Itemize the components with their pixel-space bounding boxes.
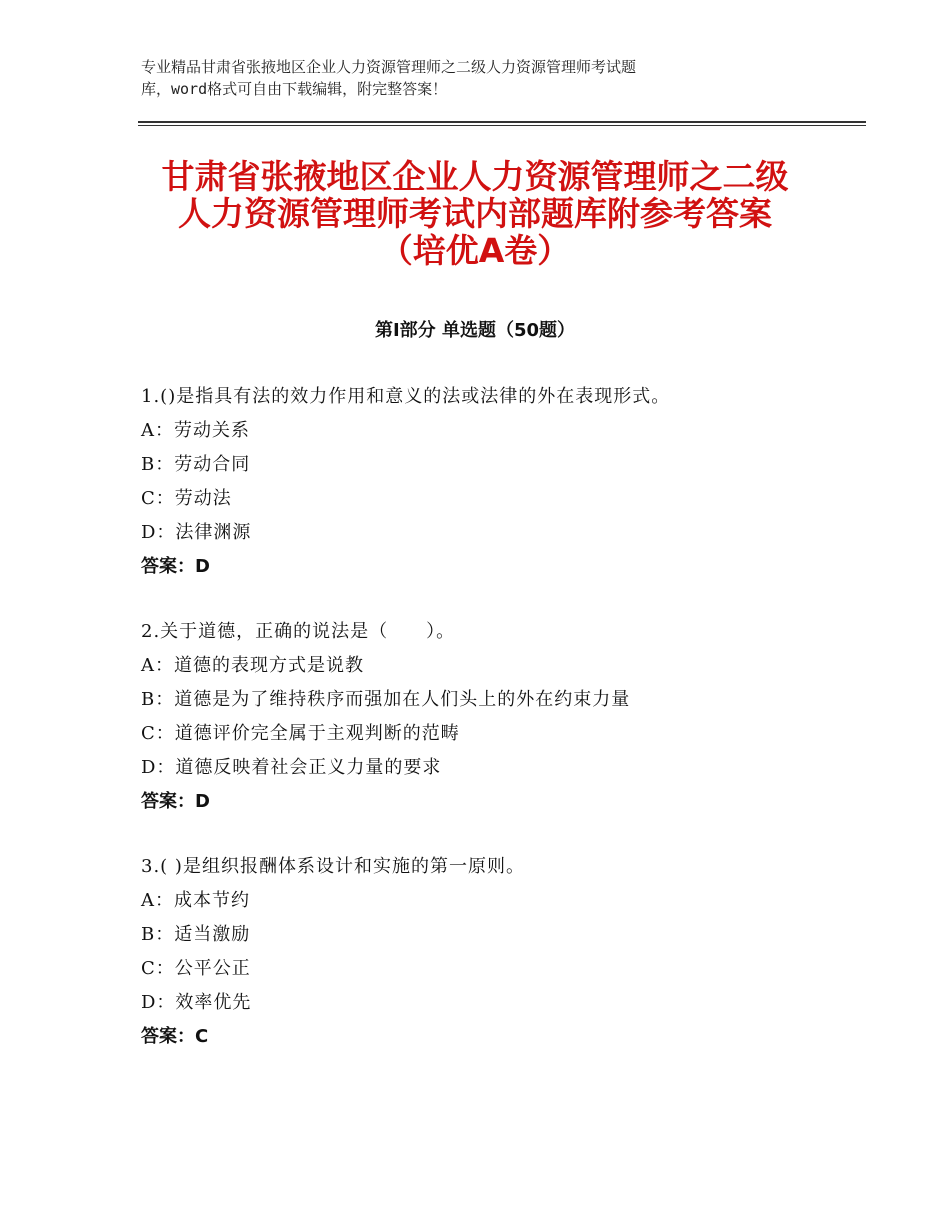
option-a: A：成本节约 [141,890,250,911]
option-c: C：道德评价完全属于主观判断的范畴 [141,723,460,744]
document-title-line-3: （培优A卷） [379,231,571,270]
option-d: D：法律渊源 [141,522,252,543]
question-2 [141,619,861,823]
document-title [90,158,860,269]
header-divider-thick [138,121,866,123]
option-c: C：公平公正 [141,958,251,979]
section-title: 第Ⅰ部分 单选题（50题） [374,320,575,341]
option-d: D：效率优先 [141,992,252,1013]
document-title-line-2: 人力资源管理师考试内部题库附参考答案 [178,194,772,233]
option-b: B：适当激励 [141,924,251,945]
option-a: A：道德的表现方式是说教 [141,655,364,676]
answer: 答案：D [141,791,210,812]
answer: 答案：C [141,1026,209,1047]
question-3 [141,854,861,1058]
header-note [141,56,781,100]
option-d: D：道德反映着社会正义力量的要求 [141,757,442,778]
option-b: B：道德是为了维持秩序而强加在人们头上的外在约束力量 [141,689,631,710]
question-stem: 1.()是指具有法的效力作用和意义的法或法律的外在表现形式。 [141,386,671,407]
option-c: C：劳动法 [141,488,232,509]
header-divider-thin [138,125,866,126]
question-1 [141,384,861,588]
document-title-line-1: 甘肃省张掖地区企业人力资源管理师之二级 [161,157,789,196]
question-stem: 3.( )是组织报酬体系设计和实施的第一原则。 [141,856,525,877]
header-note-line-2: 库，word格式可自由下载编辑，附完整答案！ [141,80,448,98]
option-b: B：劳动合同 [141,454,251,475]
header-note-line-1: 专业精品甘肃省张掖地区企业人力资源管理师之二级人力资源管理师考试题 [141,58,637,76]
question-list [141,384,861,1089]
question-stem: 2.关于道德，正确的说法是（ ）。 [141,621,456,642]
answer: 答案：D [141,556,210,577]
option-a: A：劳动关系 [141,420,250,441]
